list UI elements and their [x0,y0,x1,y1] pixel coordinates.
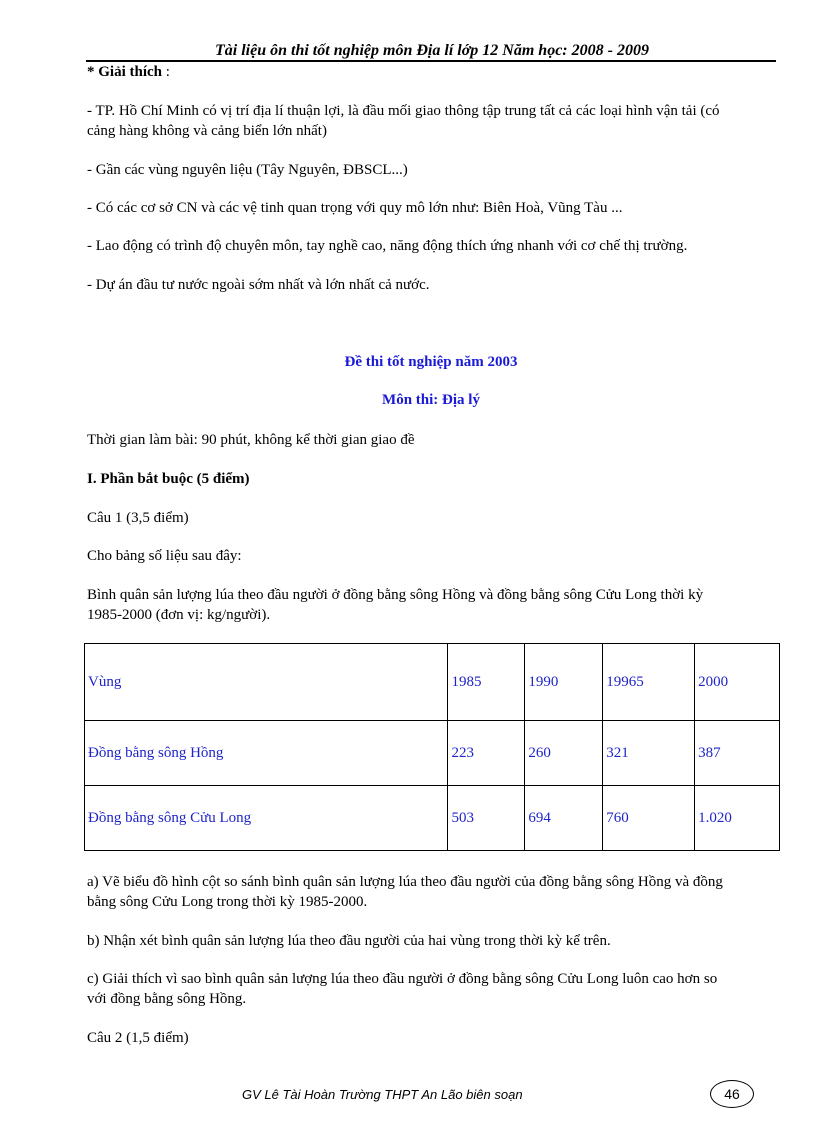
page-header-title: Tài liệu ôn thi tốt nghiệp môn Địa lí lớp 12 Năm học: 2008 - 2009 [215,42,649,59]
question-1-description: Bình quân sản lượng lúa theo đầu người ở đồng bằng sông Hồng và đồng bằng sông Cửu Long thời kỳ [87,587,704,603]
page-number: 46 [710,1080,754,1108]
explanation-item-5: - Dự án đầu tư nước ngoài sớm nhất và lớn nhất cả nước. [87,277,430,293]
table-header-cell: Vùng [85,644,448,721]
explanation-item-1-cont: cảng hàng không và cảng biển lớn nhất) [87,123,327,139]
table-cell: 760 [603,786,695,851]
table-cell: 694 [525,786,603,851]
table-cell: 503 [448,786,525,851]
table-row [85,721,780,786]
explanation-item-1: - TP. Hồ Chí Minh có vị trí địa lí thuận lợi, là đầu mối giao thông tập trung tất cả các loại hình vận tải (có [87,103,720,119]
part-b: b) Nhận xét bình quân sản lượng lúa theo đầu người của hai vùng trong thời kỳ kể trên. [87,933,611,949]
table-cell: 1.020 [695,786,780,851]
part-c-cont: với đồng bằng sông Hồng. [87,991,247,1007]
exam-subject: Môn thi: Địa lý [382,392,480,408]
part-a: a) Vẽ biểu đồ hình cột so sánh bình quân sản lượng lúa theo đầu người của đồng bằng sông Hồng và đồng [87,874,723,890]
question-1-label: Câu 1 (3,5 điểm) [87,510,189,526]
table-row [85,786,780,851]
table-cell: 387 [695,721,780,786]
table-header-cell: 19965 [603,644,695,721]
question-1-intro: Cho bảng số liệu sau đây: [87,548,242,564]
table-header-cell: 1990 [525,644,603,721]
table-cell: 223 [448,721,525,786]
table-cell: Đồng bằng sông Cửu Long [85,786,448,851]
table-header-cell: 2000 [695,644,780,721]
rice-output-table [84,643,780,851]
part-a-cont: bằng sông Cửu Long trong thời kỳ 1985-2000. [87,894,368,910]
explanation-item-3: - Có các cơ sở CN và các vệ tinh quan trọng với quy mô lớn như: Biên Hoà, Vũng Tàu ... [87,200,623,216]
table-header-row [85,644,780,721]
footer-author: GV Lê Tài Hoàn Trường THPT An Lão biên soạn [242,1087,523,1102]
question-2-label: Câu 2 (1,5 điểm) [87,1030,189,1046]
header-divider [86,60,776,62]
table-header-cell: 1985 [448,644,525,721]
section-heading: I. Phần bắt buộc (5 điểm) [87,471,250,487]
explanation-heading: * Giải thích [87,64,163,80]
table-cell: 321 [603,721,695,786]
table-cell: Đồng bằng sông Hồng [85,721,448,786]
question-1-description-cont: 1985-2000 (đơn vị: kg/người). [87,607,271,623]
explanation-item-4: - Lao động có trình độ chuyên môn, tay nghề cao, năng động thích ứng nhanh với cơ chế thị trường. [87,238,688,254]
part-c: c) Giải thích vì sao bình quân sản lượng lúa theo đầu người ở đồng bằng sông Cửu Long luôn cao hơn so [87,971,718,987]
explanation-item-2: - Gần các vùng nguyên liệu (Tây Nguyên, ĐBSCL...) [87,162,408,178]
table-cell: 260 [525,721,603,786]
explanation-heading-colon: : [165,64,170,80]
explanation-heading-line [87,62,170,83]
exam-title: Đề thi tốt nghiệp năm 2003 [344,354,518,370]
exam-time-note: Thời gian làm bài: 90 phút, không kể thời gian giao đề [87,432,415,448]
